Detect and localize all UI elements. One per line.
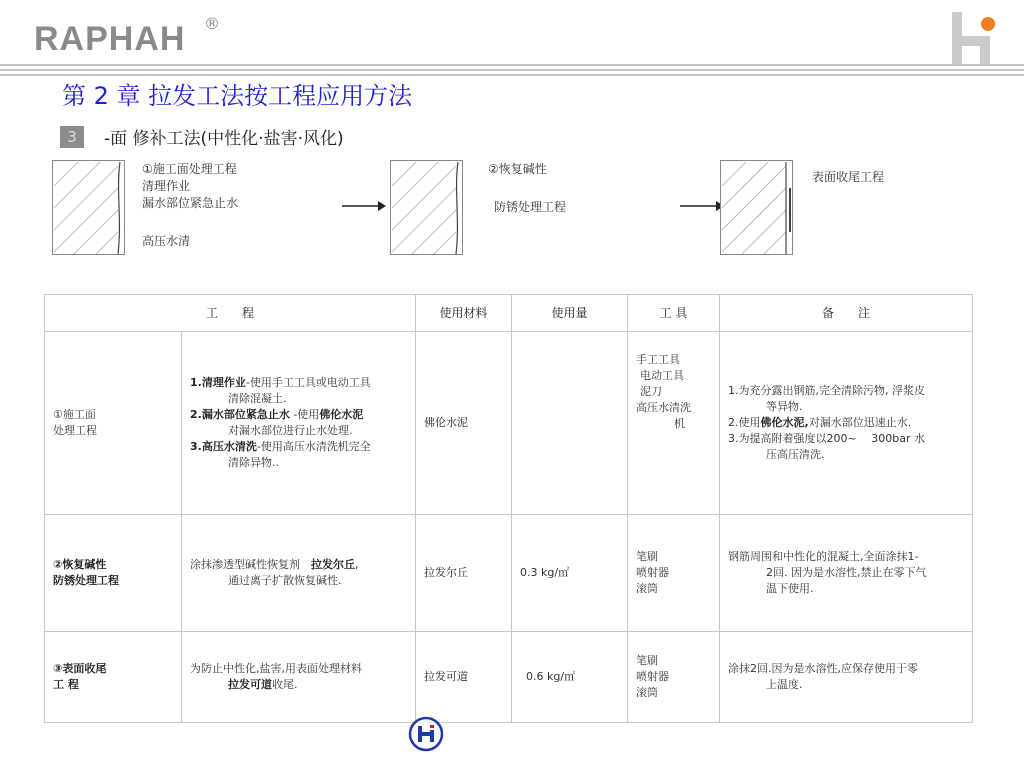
concrete-section-illustration [720,160,796,256]
desc-text: -使用 [289,408,320,421]
header-stripe [0,69,1024,71]
remark-text: 3.为提高附着强度以200~ 300bar 水 [728,432,925,445]
tool-item: 喷射器 [636,670,670,683]
table-row [45,515,973,632]
process-name: 处理工程 [53,424,97,437]
tools-cell [628,332,720,515]
tool-item: 滚筒 [636,686,659,699]
brand-h-logo-icon [946,10,1002,68]
step1-item: 清理作业 [142,179,191,193]
tool-item: 喷射器 [636,566,670,579]
registered-mark: ® [204,14,220,33]
table-row [45,632,973,723]
tool-item: 滚筒 [636,582,659,595]
amount-cell: 0.6 kg/㎡ [512,632,628,723]
step2-title: ②恢复碱性 [488,162,547,176]
process-name-cell [45,515,182,632]
step2-item: 防锈处理工程 [494,200,567,214]
desc-heading: 3.高压水清洗 [190,440,257,453]
remark-text: 2.使用 [728,416,761,429]
material-name: 拉发尔丘 [311,558,355,571]
process-name-cell [45,632,182,723]
footer-logo-icon [408,716,444,752]
material-cell: 拉发尔丘 [416,515,512,632]
material-name: 佛伦水泥, [760,416,809,429]
header-process: 工 程 [45,295,416,332]
process-name-cell [45,332,182,515]
process-name: 工 程 [53,678,79,691]
header-remarks: 备 注 [720,295,973,332]
section-subtitle: -面 修补工法(中性化·盐害·风化) [104,129,344,149]
amount-cell [512,332,628,515]
tool-item: 笔刷 [636,654,659,667]
remark-text: 压高压清洗. [766,448,825,461]
concrete-section-illustration [390,160,466,256]
tool-item: 手工工具 [636,353,681,366]
process-name: ①施工面 [53,408,96,421]
desc-text: 对漏水部位进行止水处理. [228,424,353,437]
arrow-right-icon [342,200,386,212]
remark-text: 上温度. [766,678,803,691]
process-table [44,294,973,723]
concrete-section-illustration [52,160,128,256]
remarks-cell [720,632,973,723]
desc-text: 通过离子扩散恢复碱性. [228,574,342,587]
header-amount: 使用量 [512,295,628,332]
tools-cell [628,515,720,632]
table-row [45,332,973,515]
brand-logo-text: RAPHAH [34,20,186,58]
tools-cell [628,632,720,723]
desc-text: , [355,558,359,571]
header-material: 使用材料 [416,295,512,332]
material-name: 拉发可道 [228,678,272,691]
header-stripe [0,64,1024,66]
remark-text: 1.为充分露出钢筋,完全清除污物, 浮浆皮 [728,384,925,397]
process-name: ③表面收尾 [53,662,107,675]
remark-text: 对漏水部位迅速止水. [808,416,912,429]
step3-title: 表面收尾工程 [812,170,885,184]
remark-text: 涂抹2回.因为是水溶性,应保存使用于零 [728,662,919,675]
amount-cell: 0.3 kg/㎡ [512,515,628,632]
tool-item: 电动工具 [640,369,685,382]
table-header-row [45,295,973,332]
process-name: 防锈处理工程 [53,574,119,587]
tool-item: 泥刀 [640,385,663,398]
desc-text: 涂抹渗透型碱性恢复剂 [190,558,311,571]
arrow-right-icon [680,200,724,212]
desc-text: -使用手工工具或电动工具 [245,376,371,389]
desc-heading: 2.漏水部位紧急止水 [190,408,290,421]
process-description-cell [182,632,416,723]
process-description-cell [182,332,416,515]
material-cell: 拉发可道 [416,632,512,723]
desc-text: -使用高压水清洗机完全 [256,440,371,453]
desc-text: 为防止中性化,盐害,用表面处理材料 [190,662,362,675]
desc-heading: 1.清理作业 [190,376,246,389]
material-name: 佛伦水泥 [319,408,364,421]
step1-item: 漏水部位紧急止水 [142,196,239,210]
remark-text: 2回. 因为是水溶性,禁止在零下气 [766,566,927,579]
remarks-cell [720,515,973,632]
remark-text: 温下使用. [766,582,814,595]
page-title: 第 2 章 拉发工法按工程应用方法 [62,82,413,110]
tool-item: 高压水清洗 [636,401,692,414]
remark-text: 等异物. [766,400,803,413]
step1-item: 高压水清 [142,234,191,248]
desc-text: 收尾. [272,678,298,691]
section-number-badge: 3 [60,126,84,148]
desc-text: 清除异物.. [228,456,279,469]
process-description-cell [182,515,416,632]
remark-text: 钢筋周围和中性化的混凝土,全面涂抹1- [728,550,919,563]
tool-item: 机 [674,417,686,430]
tool-item: 笔刷 [636,550,659,563]
material-cell: 佛伦水泥 [416,332,512,515]
remarks-cell [720,332,973,515]
header-tools: 工 具 [628,295,720,332]
step1-title: ①施工面处理工程 [142,162,237,176]
desc-text: 清除混凝土. [228,392,287,405]
process-name: ②恢复碱性 [53,558,107,571]
